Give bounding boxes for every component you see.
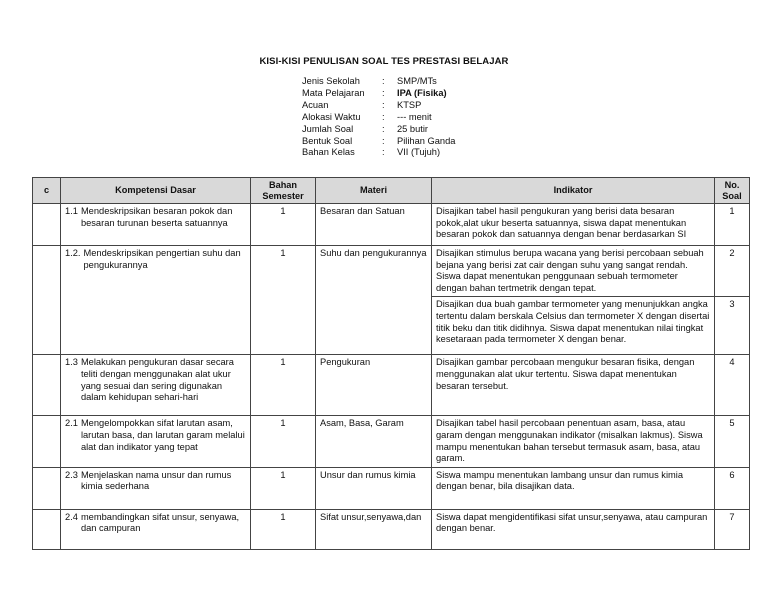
meta-key: Jumlah Soal xyxy=(302,123,354,134)
kd-number: 1.1 xyxy=(65,206,78,216)
kd-number: 1.3 xyxy=(65,357,78,368)
cell-kompetensi-dasar xyxy=(61,509,251,549)
meta-key: Jenis Sekolah xyxy=(302,76,360,86)
meta-row xyxy=(302,88,455,100)
table-header-row xyxy=(33,178,750,204)
cell-materi: Besaran dan Satuan xyxy=(316,204,432,246)
cell-bahan-semester: 1 xyxy=(251,509,316,549)
meta-row xyxy=(302,147,455,159)
cell-indikator: Disajikan gambar percobaan mengukur besaran fisika, dengan menggunakan alat ukur tertentu. Siswa dapat menentukan besaran tersebut. xyxy=(432,355,715,416)
meta-value: 25 butir xyxy=(397,123,429,134)
cell-c xyxy=(33,467,61,509)
cell-no-soal: 1 xyxy=(715,204,750,246)
kd-number: 1.2. xyxy=(65,248,81,258)
cell-no-soal: 5 xyxy=(715,416,750,467)
header-materi: Materi xyxy=(316,178,432,204)
meta-separator: : xyxy=(382,135,385,146)
kd-text: membandingkan sifat unsur, senyawa, dan campuran xyxy=(80,511,240,534)
cell-no-soal: 6 xyxy=(715,467,750,509)
cell-indikator: Siswa dapat mengidentifikasi sifat unsur,senyawa, atau campuran dengan benar. xyxy=(432,509,715,549)
kd-text: Menjelaskan nama unsur dan rumus kimia sederhana xyxy=(80,469,232,492)
meta-separator: : xyxy=(382,123,385,134)
meta-value: --- menit xyxy=(397,111,432,122)
kd-text: Mengelompokkan sifat larutan asam, larutan basa, dan larutan garam melalui alat dan indikator yang tepat xyxy=(80,418,245,452)
cell-materi: Sifat unsur,senyawa,dan xyxy=(316,509,432,549)
cell-indikator: Disajikan stimulus berupa wacana yang berisi percobaan sebuah bejana yang berisi zat cair dengan suhu yang sangat rendah. Siswa dapat menentukan penggunaan sebuah termometer dengan bahan tertmetrik dengan tepat. xyxy=(432,246,715,297)
table-row xyxy=(33,204,750,246)
cell-bahan-semester: 1 xyxy=(251,467,316,509)
kd-number: 2.4 xyxy=(65,511,78,522)
meta-value: IPA (Fisika) xyxy=(397,87,447,98)
meta-separator: : xyxy=(382,111,385,122)
meta-key: Bentuk Soal xyxy=(302,135,353,146)
header-no: No. xyxy=(724,179,740,190)
cell-materi: Suhu dan pengukurannya xyxy=(316,246,432,355)
header-no-soal xyxy=(715,178,750,204)
table-row xyxy=(33,246,750,297)
kisi-kisi-table xyxy=(32,177,750,550)
cell-c xyxy=(33,204,61,246)
cell-kompetensi-dasar xyxy=(61,467,251,509)
cell-c xyxy=(33,246,61,355)
cell-kompetensi-dasar xyxy=(61,246,251,355)
meta-key: Mata Pelajaran xyxy=(302,87,365,98)
meta-separator: : xyxy=(382,76,385,86)
kd-text: Mendeskripsikan pengertian suhu dan pengukurannya xyxy=(83,248,241,270)
header-bahan-semester xyxy=(251,178,316,204)
meta-row xyxy=(302,136,455,148)
cell-no-soal: 3 xyxy=(715,297,750,355)
meta-value: Pilihan Ganda xyxy=(397,135,456,146)
cell-indikator: Disajikan tabel hasil pengukuran yang berisi data besaran pokok,alat ukur beserta satuannya, siswa dapat menentukan besaran pokok dan satuannya dengan benar berdasarkan SI xyxy=(432,204,715,246)
meta-separator: : xyxy=(382,147,385,158)
meta-key: Bahan Kelas xyxy=(302,147,355,158)
cell-indikator: Siswa mampu menentukan lambang unsur dan rumus kimia dengan benar, bila disajikan data. xyxy=(432,467,715,509)
meta-value: KTSP xyxy=(397,99,422,110)
document-metadata xyxy=(302,76,455,159)
cell-no-soal: 2 xyxy=(715,246,750,297)
meta-key: Alokasi Waktu xyxy=(302,111,361,122)
kd-number: 2.1 xyxy=(65,418,78,429)
meta-value: SMP/MTs xyxy=(397,76,437,86)
meta-row xyxy=(302,124,455,136)
header-c: c xyxy=(33,178,61,204)
table-row xyxy=(33,416,750,467)
cell-materi: Pengukuran xyxy=(316,355,432,416)
table-row xyxy=(33,467,750,509)
cell-materi: Asam, Basa, Garam xyxy=(316,416,432,467)
meta-key: Acuan xyxy=(302,99,329,110)
document-title: KISI-KISI PENULISAN SOAL TES PRESTASI BELAJAR xyxy=(259,56,509,67)
table-row xyxy=(33,355,750,416)
kd-number: 2.3 xyxy=(65,469,78,480)
cell-bahan-semester: 1 xyxy=(251,416,316,467)
meta-row xyxy=(302,76,455,88)
cell-kompetensi-dasar xyxy=(61,355,251,416)
cell-bahan-semester: 1 xyxy=(251,204,316,246)
cell-c xyxy=(33,416,61,467)
cell-c xyxy=(33,355,61,416)
header-semester: Semester xyxy=(262,190,304,201)
header-bahan: Bahan xyxy=(268,179,298,190)
header-indikator: Indikator xyxy=(432,178,715,204)
kd-text: Mendeskripsikan besaran pokok dan besaran turunan beserta satuannya xyxy=(80,206,233,228)
cell-no-soal: 7 xyxy=(715,509,750,549)
cell-bahan-semester: 1 xyxy=(251,246,316,355)
table-row xyxy=(33,509,750,549)
cell-indikator: Disajikan dua buah gambar termometer yang menunjukkan angka tertentu dalam berskala Celsius dan termometer X dengan disertai titik beku dan titik didihnya. Siswa dapat menentukan nilai tingkat kesetaraan pada termometer X dengan benar. xyxy=(432,297,715,355)
cell-no-soal: 4 xyxy=(715,355,750,416)
meta-row xyxy=(302,112,455,124)
meta-value: VII (Tujuh) xyxy=(397,147,441,158)
meta-separator: : xyxy=(382,99,385,110)
cell-indikator: Disajikan tabel hasil percobaan penentuan asam, basa, atau garam dengan menggunakan indikator (misalkan lakmus). Siswa mampu menentukan bahan tersebut termasuk asam, basa, atau garam. xyxy=(432,416,715,467)
meta-separator: : xyxy=(382,87,385,98)
cell-kompetensi-dasar xyxy=(61,204,251,246)
cell-materi: Unsur dan rumus kimia xyxy=(316,467,432,509)
header-soal: Soal xyxy=(722,190,742,201)
cell-bahan-semester: 1 xyxy=(251,355,316,416)
kd-text: Melakukan pengukuran dasar secara teliti dengan menggunakan alat ukur yang sesuai dan sering digunakan dalam kehidupan sehari-hari xyxy=(80,357,234,403)
cell-c xyxy=(33,509,61,549)
meta-row xyxy=(302,100,455,112)
cell-kompetensi-dasar xyxy=(61,416,251,467)
header-kompetensi-dasar: Kompetensi Dasar xyxy=(61,178,251,204)
